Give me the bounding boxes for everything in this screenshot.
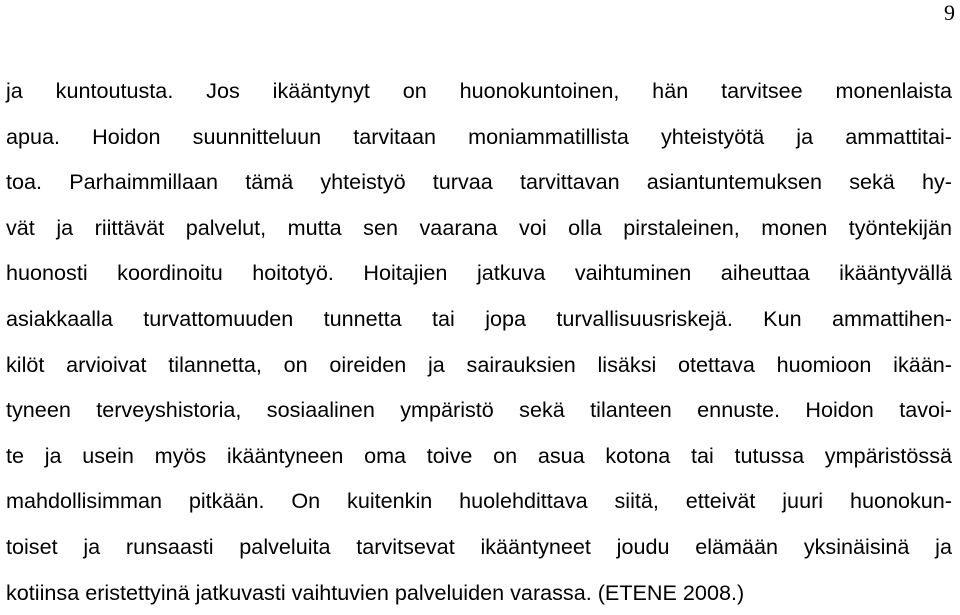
body-paragraph	[6, 68, 952, 615]
text-line: apua. Hoidon suunnitteluun tarvitaan moniammatillista yhteistyötä ja ammattitai-	[6, 123, 952, 149]
text-line: toiset ja runsaasti palveluita tarvitsevat ikääntyneet joudu elämään yksinäisinä ja	[6, 533, 952, 559]
text-line: toa. Parhaimmillaan tämä yhteistyö turvaa tarvittavan asiantuntemuksen sekä hy-	[6, 169, 952, 195]
text-line: te ja usein myös ikääntyneen oma toive on asua kotona tai tutussa ympäristössä	[6, 442, 952, 468]
text-line: tyneen terveyshistoria, sosiaalinen ympäristö sekä tilanteen ennuste. Hoidon tavoi-	[6, 397, 952, 423]
text-line: kotiinsa eristettyinä jatkuvasti vaihtuvien palveluiden varassa. (ETENE 2008.)	[6, 579, 745, 605]
page-number: 9	[944, 0, 955, 25]
text-line: vät ja riittävät palvelut, mutta sen vaarana voi olla pirstaleinen, monen työntekijän	[6, 214, 952, 240]
text-line: kilöt arvioivat tilannetta, on oireiden ja sairauksien lisäksi otettava huomioon ikään-	[6, 351, 952, 377]
text-line: huonosti koordinoitu hoitotyö. Hoitajien jatkuva vaihtuminen aiheuttaa ikääntyvällä	[6, 260, 952, 286]
text-line: asiakkaalla turvattomuuden tunnetta tai jopa turvallisuusriskejä. Kun ammattihen-	[6, 305, 952, 331]
text-line: mahdollisimman pitkään. On kuitenkin huolehdittava siitä, etteivät juuri huonokun-	[6, 488, 952, 514]
text-line: ja kuntoutusta. Jos ikääntynyt on huonokuntoinen, hän tarvitsee monenlaista	[6, 78, 952, 103]
